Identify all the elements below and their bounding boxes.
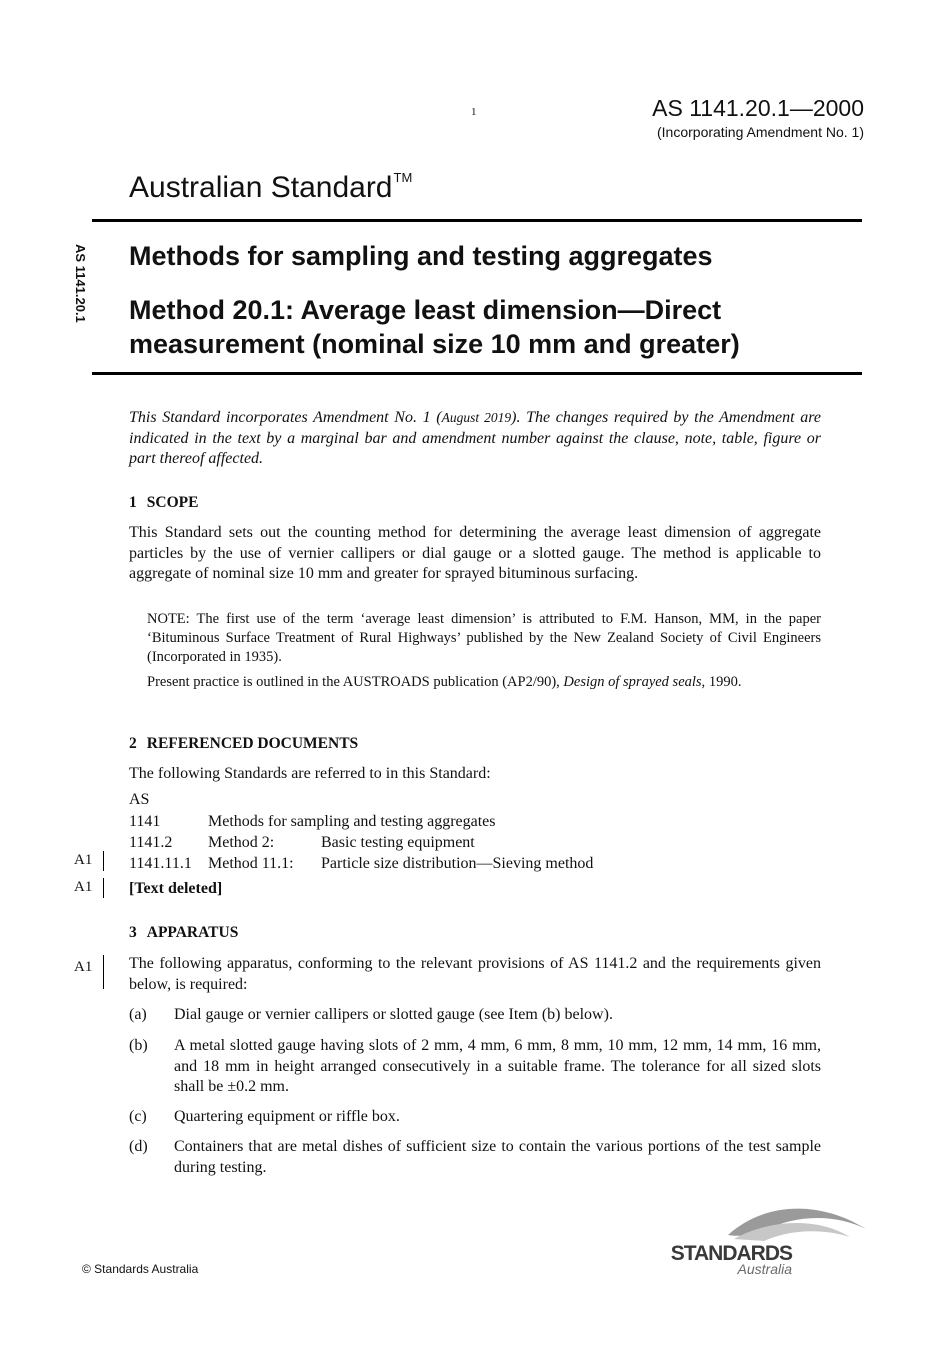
amendment-note-date: August 2019 xyxy=(441,410,512,425)
scope-text: This Standard sets out the counting method for determining the average least dimension of aggregate particles by the use of vernier callipers or dial gauge or a slotted gauge. The method is applicable to aggregate of nominal size 10 mm and greater for sprayed bituminous surfacing. xyxy=(129,524,821,582)
item-text: A metal slotted gauge having slots of 2 mm, 4 mm, 6 mm, 8 mm, 10 mm, 12 mm, 14 mm, 16 mm, and 18 mm in height arranged consecutively in a suitable frame. The tolerance for all sized slots shall be ±0.2 mm. xyxy=(174,1037,821,1095)
apparatus-intro: The following apparatus, conforming to the relevant provisions of AS 1141.2 and the requirements given below, is required: xyxy=(129,955,821,993)
reference-title: Methods for sampling and testing aggregates xyxy=(208,813,496,830)
amendment-bar xyxy=(103,851,104,871)
amendment-line: (Incorporating Amendment No. 1) xyxy=(657,124,864,140)
reference-method: Method 2: xyxy=(208,834,275,851)
reference-method: Method 11.1: xyxy=(208,855,294,872)
title-rule-bottom xyxy=(92,372,862,375)
apparatus-item xyxy=(129,1036,821,1098)
standard-title xyxy=(129,170,412,205)
references-heading xyxy=(129,735,358,753)
apparatus-item xyxy=(129,1005,821,1026)
references-intro: The following Standards are referred to in this Standard: xyxy=(129,765,491,782)
method-title-line1: Method 20.1: Average least dimension—Direct xyxy=(129,295,722,325)
page-number: 1 xyxy=(471,106,477,118)
amendment-note-part1: This Standard incorporates Amendment No. 1 ( xyxy=(129,409,442,426)
scope-note-2-pre: Present practice is outlined in the AUSTROADS publication (AP2/90), xyxy=(147,674,564,690)
apparatus-item xyxy=(129,1137,821,1178)
reference-title: Basic testing equipment xyxy=(321,834,475,851)
side-document-id: AS 1141.20.1 xyxy=(73,244,88,323)
apparatus-heading xyxy=(129,924,238,942)
apparatus-item xyxy=(129,1107,821,1128)
title-rule-top xyxy=(92,219,862,222)
apparatus-number: 3 xyxy=(129,924,137,941)
references-heading-text: REFERENCED DOCUMENTS xyxy=(146,735,359,752)
amendment-mark: A1 xyxy=(74,959,93,975)
document-id: AS 1141.20.1—2000 xyxy=(652,95,864,121)
reference-code: 1141.11.1 xyxy=(129,855,192,872)
amendment-bar xyxy=(103,878,104,898)
references-prefix: AS xyxy=(129,791,150,808)
main-title: Methods for sampling and testing aggregates xyxy=(129,241,713,271)
scope-note-2-italic: Design of sprayed seals, xyxy=(563,674,706,690)
scope-note-2 xyxy=(147,673,821,692)
reference-title: Particle size distribution—Sieving method xyxy=(321,855,594,872)
item-text: Quartering equipment or riffle box. xyxy=(174,1108,400,1125)
method-title xyxy=(129,293,859,361)
item-text: Containers that are metal dishes of sufficient size to contain the various portions of the test sample during testing. xyxy=(174,1138,821,1176)
logo-word-standards: STANDARDS xyxy=(670,1242,792,1265)
references-number: 2 xyxy=(129,735,137,752)
standards-australia-logo xyxy=(668,1205,868,1279)
reference-item xyxy=(129,812,496,832)
reference-code: 1141 xyxy=(129,813,161,830)
method-title-line2: measurement (nominal size 10 mm and greater) xyxy=(129,329,740,359)
amendment-mark: A1 xyxy=(74,852,93,868)
scope-heading-text: SCOPE xyxy=(146,494,199,511)
item-label: (d) xyxy=(129,1138,148,1155)
scope-heading xyxy=(129,494,198,512)
item-text: Dial gauge or vernier callipers or slotted gauge (see Item (b) below). xyxy=(174,1006,613,1023)
item-label: (c) xyxy=(129,1108,147,1125)
amendment-note xyxy=(129,408,821,470)
trademark-symbol: TM xyxy=(393,170,413,185)
standard-title-text: Australian Standard xyxy=(129,171,393,204)
scope-note-2-post: 1990. xyxy=(705,674,742,690)
reference-item xyxy=(129,833,475,853)
scope-note-1: NOTE: The first use of the term ‘average least dimension’ is attributed to F.M. Hanson, MM, in the paper ‘Bituminous Surface Treatment of Rural Highways’ published by the New Zealand Society of Civil Engineers (Incorporated in 1935). xyxy=(147,611,821,665)
reference-code: 1141.2 xyxy=(129,834,173,851)
logo-word-australia: Australia xyxy=(737,1261,792,1277)
item-label: (b) xyxy=(129,1037,148,1054)
apparatus-heading-text: APPARATUS xyxy=(146,924,239,941)
text-deleted: [Text deleted] xyxy=(129,880,223,897)
scope-number: 1 xyxy=(129,494,137,511)
amendment-mark: A1 xyxy=(74,879,93,895)
amendment-bar xyxy=(103,955,104,989)
footer-copyright: © Standards Australia xyxy=(82,1262,199,1276)
reference-item xyxy=(129,854,593,874)
item-label: (a) xyxy=(129,1006,147,1023)
amendment-note-part2: ). The changes required by the Amendment are indicated in the text by a marginal bar and amendment number against the clause, note, table, figure or part thereof affected. xyxy=(129,409,821,467)
